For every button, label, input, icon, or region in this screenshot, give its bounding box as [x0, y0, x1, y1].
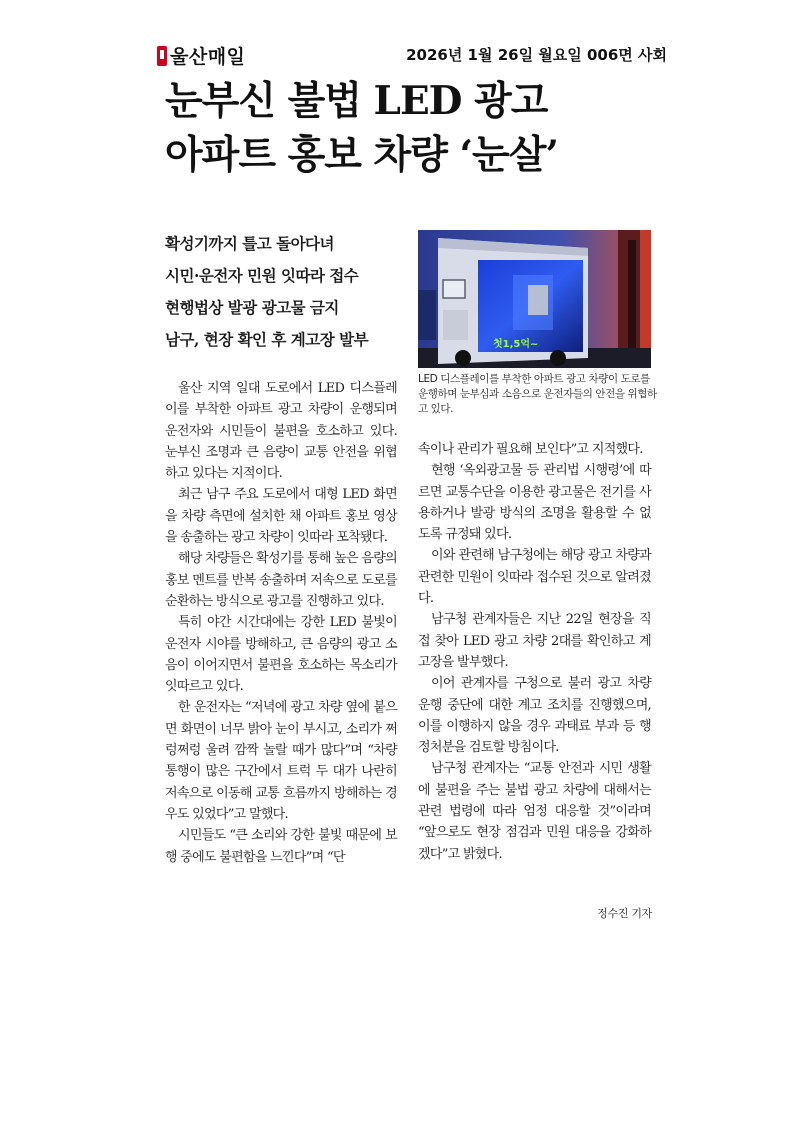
photo-caption: LED 디스플레이를 부착한 아파트 광고 차량이 도로를 운행하며 눈부심과 소음으로 운전자들의 안전을 위협하고 있다.: [418, 373, 657, 415]
headline: [165, 74, 685, 182]
article-column-2: [418, 439, 651, 865]
logo-mark-icon: [157, 46, 167, 66]
masthead: [157, 42, 667, 72]
paragraph: 이와 관련해 남구청에는 해당 광고 차량과 관련한 민원이 잇따라 접수된 것으로 알려졌다.: [418, 548, 651, 607]
paragraph: 남구청 관계자는 “교통 안전과 시민 생활에 불편을 주는 불법 광고 차량에 대해서는 관련 법령에 따라 엄정 대응할 것”이라며 “앞으로도 현장 점검과 민원 대응을 강화하겠다”고 밝혔다.: [418, 761, 651, 862]
article-column-1: [165, 378, 397, 868]
subhead: 확성기까지 틀고 돌아다녀: [165, 234, 334, 253]
byline: 정수진 기자: [597, 907, 652, 920]
dateline: 2026년 1월 26일 월요일 006면 사회: [406, 46, 667, 64]
subheads: [165, 228, 405, 356]
paragraph: 남구청 관계자들은 지난 22일 현장을 직접 찾아 LED 광고 차량 2대를 확인하고 계고장을 발부했다.: [418, 612, 651, 670]
subhead: 현행법상 발광 광고물 금지: [165, 298, 339, 317]
led-screen-text: 첫1,5억~: [493, 339, 539, 350]
paragraph: 특히 야간 시간대에는 강한 LED 불빛이 운전자 시야를 방해하고, 큰 음량의 광고 소음이 이어지면서 불편을 호소하는 목소리가 잇따르고 있다.: [165, 615, 397, 695]
paragraph-continued: 속이나 관리가 필요해 보인다”고 지적했다.: [418, 442, 643, 457]
subhead: 시민·운전자 민원 잇따라 접수: [165, 266, 359, 285]
paragraph: 최근 남구 주요 도로에서 대형 LED 화면을 차량 측면에 설치한 채 아파트 홍보 영상을 송출하는 광고 차량이 잇따라 포착됐다.: [165, 487, 397, 546]
newspaper-logo: [157, 42, 245, 69]
paragraph: 현행 ‘옥외광고물 등 관리법 시행령’에 따르면 교통수단을 이용한 광고물은 전기를 사용하거나 발광 방식의 조명을 활용할 수 없도록 규정돼 있다.: [418, 463, 651, 543]
paragraph: 해당 차량들은 확성기를 통해 높은 음량의 홍보 멘트를 반복 송출하며 저속으로 도로를 순환하는 방식으로 광고를 진행하고 있다.: [165, 551, 397, 609]
paragraph: 한 운전자는 “저녁에 광고 차량 옆에 붙으면 화면이 너무 밝아 눈이 부시고, 소리가 쩌렁쩌렁 울려 깜짝 놀랄 때가 많다”며 “차량 통행이 많은 구간에서 트럭 두 대가 나란히 저속으로 이동해 교통 흐름까지 방해하는 경우도 있었다”고 말했다.: [165, 700, 397, 822]
logo-text: 울산매일: [170, 46, 246, 68]
led-truck-photo: [418, 230, 651, 368]
headline-line-2: 아파트 홍보 차량 ‘눈살’: [165, 132, 558, 178]
headline-line-1: 눈부신 불법 LED 광고: [165, 78, 548, 124]
paragraph: 이어 관계자를 구청으로 불러 광고 차량 운행 중단에 대한 계고 조치를 진행했으며, 이를 이행하지 않을 경우 과태료 부과 등 행정처분을 검토할 방침이다.: [418, 676, 651, 756]
subhead: 남구, 현장 확인 후 계고장 발부: [165, 330, 369, 349]
paragraph: 울산 지역 일대 도로에서 LED 디스플레이를 부착한 아파트 광고 차량이 운행되며 운전자와 시민들이 불편을 호소하고 있다. 눈부신 조명과 큰 음량이 교통 안전을 위협하고 있다는 지적이다.: [165, 381, 397, 482]
paragraph: 시민들도 “큰 소리와 강한 불빛 때문에 보행 중에도 불편함을 느낀다”며 “단: [165, 828, 397, 865]
news-photo: [418, 230, 651, 368]
